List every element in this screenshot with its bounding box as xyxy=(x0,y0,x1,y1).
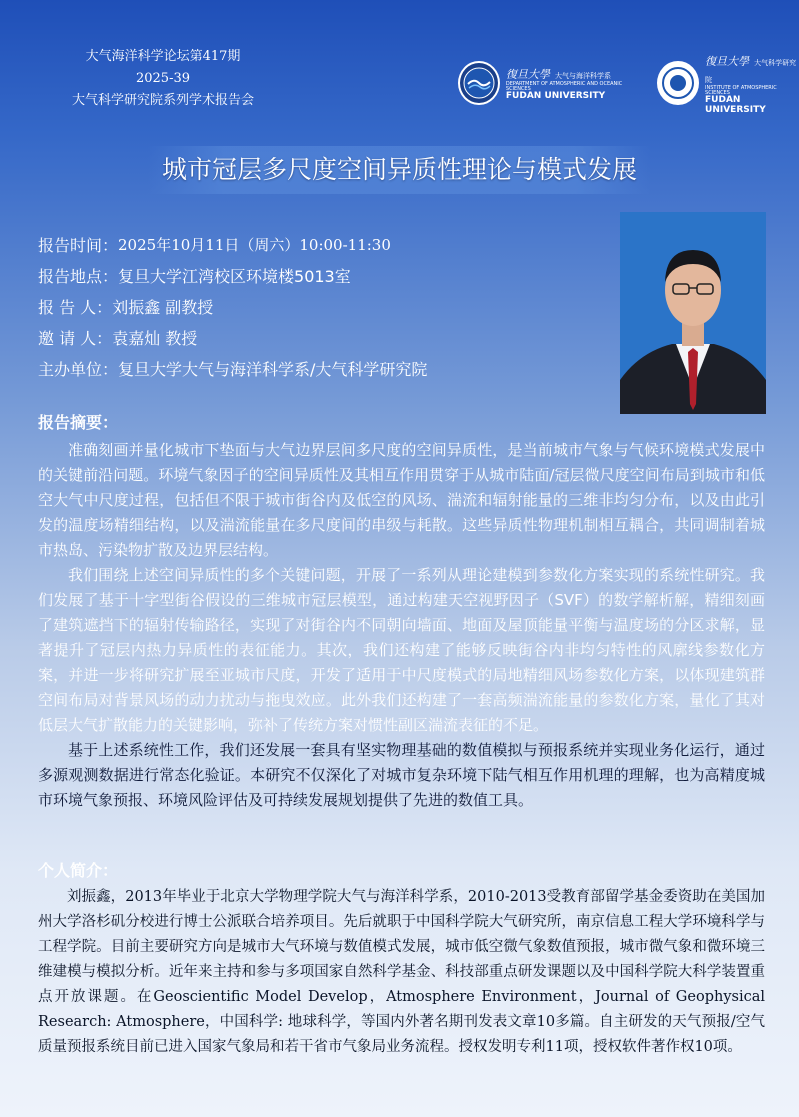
inst-logo-univ-en: FUDAN UNIVERSITY xyxy=(705,95,766,115)
info-host xyxy=(38,323,578,354)
globe-seal-icon xyxy=(458,61,500,105)
abstract-body xyxy=(38,438,765,813)
issue-number: 2025-39 xyxy=(135,71,191,86)
dept-logo xyxy=(458,61,641,105)
forum-header xyxy=(58,46,268,112)
info-speaker xyxy=(38,292,578,323)
inst-logo-dept-cn: 大气科学研究院 xyxy=(705,59,797,84)
forum-line: 大气海洋科学论坛第417期 xyxy=(85,49,241,64)
talk-title: 城市冠层多尺度空间异质性理论与模式发展 xyxy=(148,146,651,194)
inst-logo-dept-en: INSTITUTE OF ATMOSPHERIC SCIENCES xyxy=(705,84,777,96)
info-organizer xyxy=(38,354,578,385)
info-label: 报告地点： xyxy=(38,267,119,286)
series-line: 大气科学研究院系列学术报告会 xyxy=(71,93,254,108)
info-label: 邀 请 人： xyxy=(38,329,113,348)
talk-info xyxy=(38,230,578,385)
inst-logo-univ-cn: 復旦大學 xyxy=(705,55,750,68)
bio-body xyxy=(38,885,765,1060)
abstract-paragraph: 我们围绕上述空间异质性的多个关键问题，开展了一系列从理论建模到参数化方案实现的系统性研究。我们发展了基于十字型街谷假设的三维城市冠层模型，通过构建天空视野因子（SVF）的数学解析解，精细刻画了建筑遮挡下的辐射传输路径，实现了对街谷内不同朝向墙面、地面及屋顶能量平衡与温度场的分区求解，显著提升了冠层内热力异质性的表征能力。其次，我们还构建了能够反映街谷内非均匀特性的风廓线参数化方案，并进一步将研究扩展至亚城市尺度，开发了适用于中尺度模式的局地精细风场参数化方案，以体现建筑群空间布局对背景风场的动力扰动与拖曳效应。此外我们还构建了一套高频湍流能量的参数化方案，量化了其对低层大气扩散能力的关键影响，弥补了传统方案对惯性副区湍流表征的不足。 xyxy=(38,566,765,734)
abstract-heading: 报告摘要： xyxy=(38,413,119,432)
dept-logo-dept-cn: 大气与海洋科学系 xyxy=(554,72,611,81)
bio-paragraph: 刘振鑫，2013年毕业于北京大学物理学院大气与海洋科学系，2010-2013受教育部留学基金委资助在美国加州大学洛杉矶分校进行博士公派联合培养项目。先后就职于中国科学院大气研究所，南京信息工程大学环境科学与工程学院。目前主要研究方向是城市大气环境与数值模式发展，城市低空微气象数值预报，城市微气象和微环境三维建模与模拟分析。近年来主持和参与多项国家自然科学基金、科技部重点研发课题以及中国科学院大科学装置重点开放课题。在Geoscientific Model Develop，Atmosphere Environment，Journal of Geophysical Research: Atmosphere，中国科学: 地球科学，等国内外著名期刊发表文章10多篇。自主研发的天气预报/空气质量预报系统目前已进入国家气象局和若干省市气象局业务流程。授权发明专利11项，授权软件著作权10项。 xyxy=(38,889,765,1055)
info-value: 2025年10月11日（周六）10:00-11:30 xyxy=(118,236,391,254)
info-value: 复旦大学江湾校区环境楼5013室 xyxy=(118,267,351,286)
title-banner xyxy=(0,146,799,194)
bio-heading: 个人简介： xyxy=(38,861,119,880)
logos xyxy=(458,52,799,115)
info-label: 报 告 人： xyxy=(38,298,113,317)
info-time xyxy=(38,230,578,261)
dept-logo-text xyxy=(506,65,641,102)
institute-logo-text xyxy=(705,52,799,115)
info-label: 报告时间： xyxy=(38,236,119,255)
info-value: 刘振鑫 副教授 xyxy=(112,298,214,317)
abstract-paragraph: 基于上述系统性工作，我们还发展一套具有坚实物理基础的数值模拟与预报系统并实现业务化运行，通过多源观测数据进行常态化验证。本研究不仅深化了对城市复杂环境下陆气相互作用机理的理解，也为高精度城市环境气象预报、环境风险评估及可持续发展规划提供了先进的数值工具。 xyxy=(38,741,765,809)
institute-seal-icon xyxy=(657,61,699,105)
abstract-paragraph: 准确刻画并量化城市下垫面与大气边界层间多尺度的空间异质性，是当前城市气象与气候环境模式发展中的关键前沿问题。环境气象因子的空间异质性及其相互作用贯穿于从城市陆面/冠层微尺度空间布局到城市和低空大气中尺度过程，包括但不限于城市街谷内及低空的风场、湍流和辐射能量的三维非均匀分布，以及由此引发的温度场精细结构，以及湍流能量在多尺度间的串级与耗散。这些异质性物理机制相互耦合，共同调制着城市热岛、污染物扩散及边界层结构。 xyxy=(38,441,765,559)
institute-logo xyxy=(657,52,799,115)
dept-logo-dept-en: DEPARTMENT OF ATMOSPHERIC AND OCEANIC SCIENCES xyxy=(505,80,623,93)
info-location xyxy=(38,261,578,292)
info-value: 复旦大学大气与海洋科学系/大气科学研究院 xyxy=(118,360,428,379)
dept-logo-univ-en: FUDAN UNIVERSITY xyxy=(505,91,606,102)
info-value: 袁嘉灿 教授 xyxy=(112,329,198,348)
dept-logo-univ-cn: 復旦大學 xyxy=(505,68,550,82)
info-label: 主办单位： xyxy=(38,360,119,379)
speaker-photo xyxy=(620,212,766,414)
